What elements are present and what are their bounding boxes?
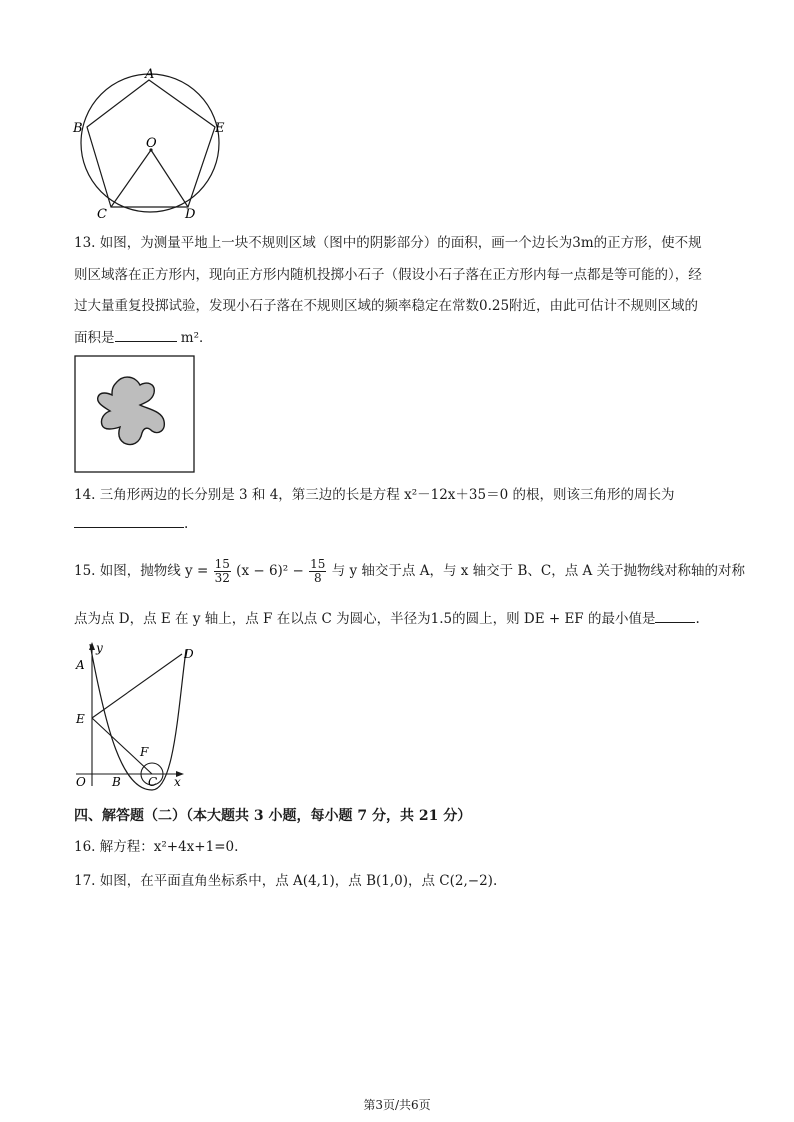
q15-suffix: 与 y 轴交于点 A，与 x 轴交于 B、C，点 A 关于抛物线对称轴的对称 bbox=[331, 563, 746, 579]
q17-text: 17. 如图，在平面直角坐标系中，点 A(4,1)，点 B(1,0)，点 C(2,−2). bbox=[74, 873, 498, 889]
section-4-title: 四、解答题（二）（本大题共 3 小题，每小题 7 分，共 21 分） bbox=[74, 808, 472, 824]
label-c: C bbox=[148, 775, 158, 789]
segment-oc bbox=[111, 150, 151, 207]
q16-text: 16. 解方程：x²+4x+1=0. bbox=[74, 839, 239, 855]
label-x: x bbox=[174, 775, 181, 789]
segment-od bbox=[151, 150, 188, 207]
q15-line2-text: 点为点 D，点 E 在 y 轴上，点 F 在以点 C 为圆心，半径为1.5的圆上，则 DE + EF 的最小值是 bbox=[74, 611, 656, 627]
irregular-region bbox=[98, 377, 165, 444]
q14-period: . bbox=[184, 516, 189, 532]
label-e: E bbox=[76, 712, 85, 726]
q15-line2 bbox=[74, 610, 700, 628]
q15-answer-blank[interactable] bbox=[655, 610, 695, 623]
q15-mid: (x − 6)² − bbox=[236, 563, 304, 579]
q15-fraction-2: $\frac{15}{8}$ bbox=[310, 557, 326, 585]
label-a: A bbox=[76, 658, 85, 672]
square-irregular-region-figure bbox=[74, 355, 196, 475]
q13-prefix: 面积是 bbox=[74, 330, 115, 346]
q15-fraction-1: $\frac{15}{32}$ bbox=[214, 557, 230, 585]
label-f: F bbox=[140, 745, 149, 759]
parabola-curve bbox=[90, 644, 186, 790]
label-b: B bbox=[112, 775, 121, 789]
label-o: O bbox=[76, 775, 86, 789]
label-d: D bbox=[185, 207, 196, 222]
page-footer: 第3页/共6页 bbox=[363, 1098, 431, 1112]
q13-line4 bbox=[74, 329, 213, 347]
q14-answer-blank[interactable] bbox=[74, 515, 184, 528]
label-c: C bbox=[97, 207, 107, 222]
q15-line1 bbox=[74, 556, 745, 586]
segment-ed bbox=[92, 654, 182, 718]
parabola-figure bbox=[72, 640, 202, 792]
label-y: y bbox=[96, 641, 103, 655]
label-a: A bbox=[145, 67, 155, 82]
q13-line1: 13. 如图，为测量平地上一块不规则区域（图中的阴影部分）的面积，画一个边长为3m的正方形，使不规 bbox=[74, 235, 702, 251]
q13-line3: 过大量重复投掷试验，发现小石子落在不规则区域的频率稳定在常数0.25附近，由此可估计不规则区域的 bbox=[74, 298, 699, 314]
q13-line2: 则区域落在正方形内，现向正方形内随机投掷小石子（假设小石子落在正方形内每一点都是等可能的），经 bbox=[74, 267, 702, 283]
q14-line1: 14. 三角形两边的长分别是 3 和 4，第三边的长是方程 x²－12x＋35＝0 的根，则该三角形的周长为 bbox=[74, 487, 675, 503]
q13-answer-blank[interactable] bbox=[115, 329, 177, 342]
q15-period: . bbox=[695, 611, 700, 627]
label-d: D bbox=[184, 647, 194, 661]
q15-prefix: 15. 如图，抛物线 y = bbox=[74, 563, 209, 579]
label-e: E bbox=[215, 121, 225, 136]
label-o: O bbox=[146, 136, 157, 151]
label-b: B bbox=[73, 121, 83, 136]
q13-unit: m²． bbox=[180, 330, 213, 346]
pentagon-circle-figure bbox=[70, 66, 230, 222]
q14-line2 bbox=[74, 515, 188, 533]
